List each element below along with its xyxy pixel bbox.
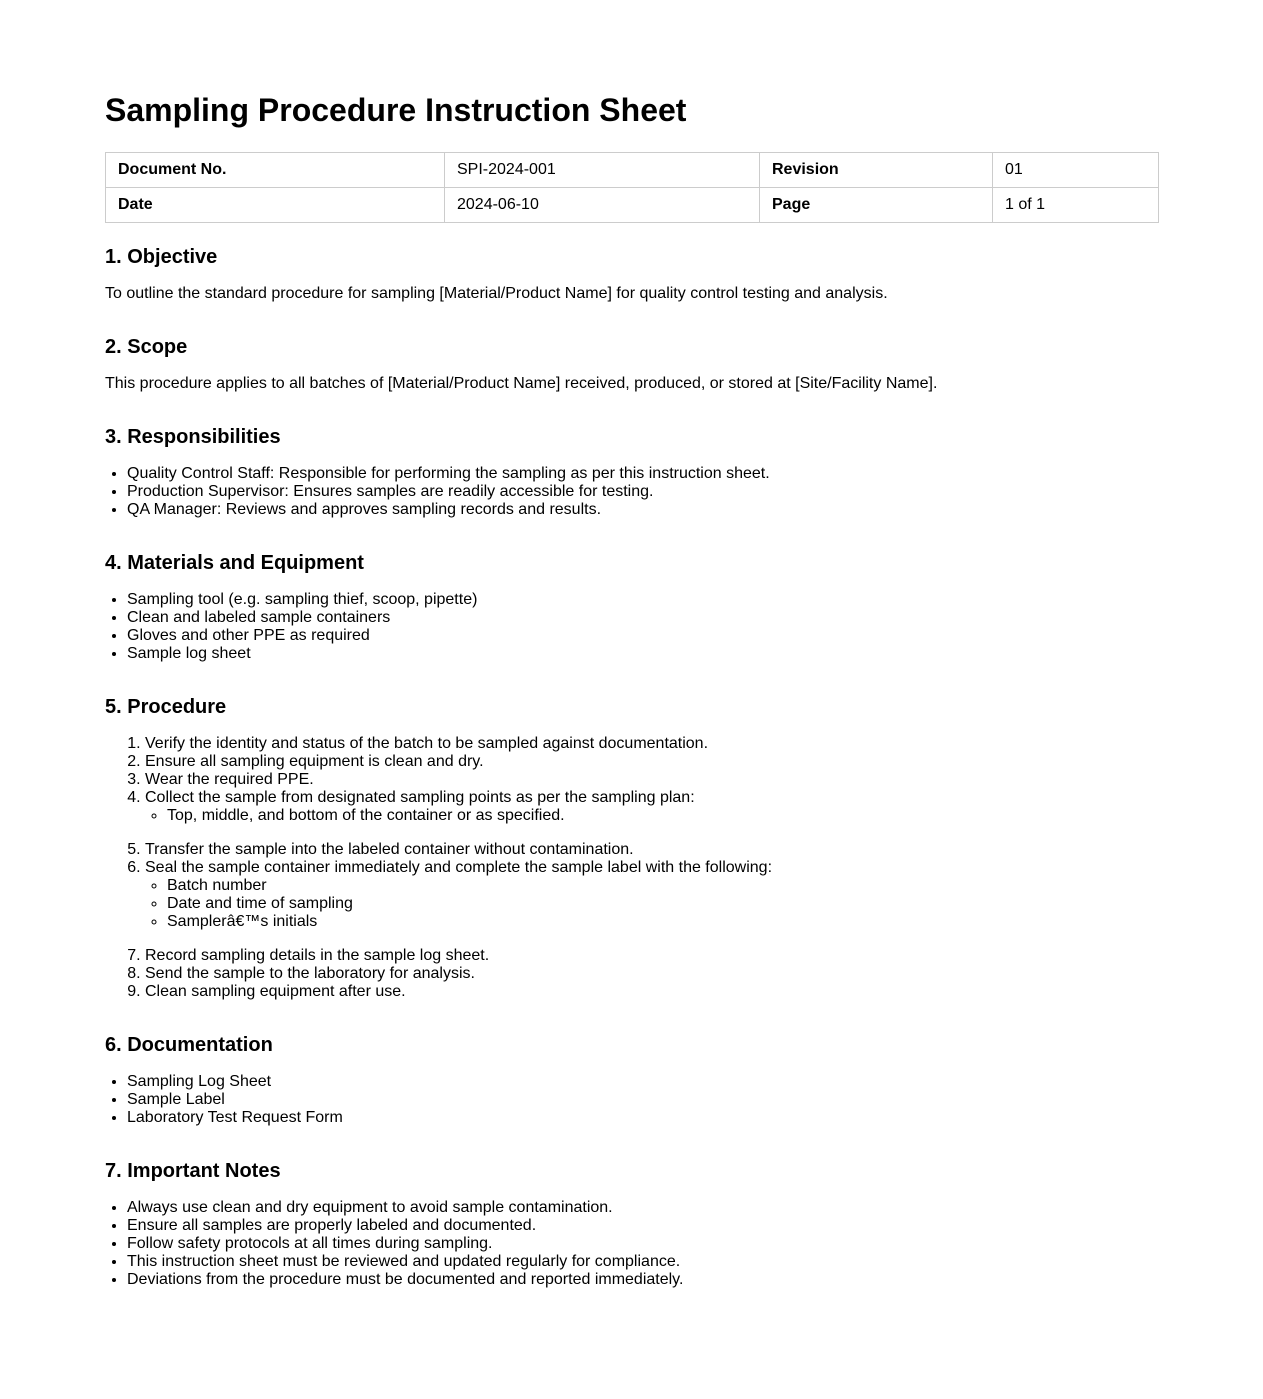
procedure-step — [145, 841, 1158, 859]
step-text: Transfer the sample into the labeled container without contamination. — [145, 841, 634, 858]
documentation-heading: 6. Documentation — [105, 1034, 273, 1056]
list-item: • Clean and labeled sample containers — [127, 609, 1158, 627]
list-item: • Sample Label — [127, 1091, 1158, 1109]
table-row — [106, 153, 1159, 188]
page-value: 1 of 1 — [993, 188, 1159, 223]
doc-no-label: Document No. — [106, 153, 445, 188]
list-item: ◦ Batch number — [167, 877, 1158, 895]
procedure-section — [105, 695, 1158, 1001]
date-value: 2024-06-10 — [445, 188, 760, 223]
objective-heading: 1. Objective — [105, 246, 218, 268]
table-row — [106, 188, 1159, 223]
doc-no-value: SPI-2024-001 — [445, 153, 760, 188]
date-label: Date — [106, 188, 445, 223]
list-item: ◦ Samplerâ€™s initials — [167, 913, 1158, 931]
materials-section — [105, 551, 1158, 663]
responsibilities-section — [105, 425, 1158, 519]
list-item: • Sample log sheet — [127, 645, 1158, 663]
responsibilities-heading: 3. Responsibilities — [105, 426, 281, 448]
list-item: • Always use clean and dry equipment to avoid sample contamination. — [127, 1199, 1158, 1217]
list-item: ◦ Date and time of sampling — [167, 895, 1158, 913]
revision-label: Revision — [760, 153, 993, 188]
documentation-list — [105, 1073, 1158, 1127]
notes-section — [105, 1159, 1158, 1289]
scope-text: This procedure applies to all batches of [Material/Product Name] received, produced, or stored at [Site/Facility Name]. — [105, 375, 938, 392]
procedure-step — [145, 789, 1158, 825]
document-info-table — [105, 152, 1159, 223]
list-item: • This instruction sheet must be reviewed and updated regularly for compliance. — [127, 1253, 1158, 1271]
step-text: Seal the sample container immediately and complete the sample label with the following: — [145, 859, 773, 876]
page-title: Sampling Procedure Instruction Sheet — [105, 92, 687, 128]
step-text: Send the sample to the laboratory for analysis. — [145, 965, 475, 982]
procedure-heading: 5. Procedure — [105, 696, 227, 718]
list-item: • Follow safety protocols at all times during sampling. — [127, 1235, 1158, 1253]
objective-text: To outline the standard procedure for sampling [Material/Product Name] for quality control testing and analysis. — [105, 285, 888, 302]
page-label: Page — [760, 188, 993, 223]
procedure-step — [145, 947, 1158, 965]
sampling-points-sublist — [145, 807, 1158, 825]
list-item: • Quality Control Staff: Responsible for performing the sampling as per this instruction sheet. — [127, 465, 1158, 483]
list-item: • Production Supervisor: Ensures samples are readily accessible for testing. — [127, 483, 1158, 501]
step-text: Wear the required PPE. — [145, 771, 314, 788]
procedure-step — [145, 735, 1158, 753]
procedure-step — [145, 771, 1158, 789]
list-item: • QA Manager: Reviews and approves sampling records and results. — [127, 501, 1158, 519]
step-text: Verify the identity and status of the batch to be sampled against documentation. — [145, 735, 709, 752]
step-text: Clean sampling equipment after use. — [145, 983, 406, 1000]
list-item: • Sampling Log Sheet — [127, 1073, 1158, 1091]
revision-value: 01 — [993, 153, 1159, 188]
documentation-section — [105, 1033, 1158, 1127]
step-text: Record sampling details in the sample log sheet. — [145, 947, 490, 964]
list-item: • Ensure all samples are properly labeled and documented. — [127, 1217, 1158, 1235]
scope-heading: 2. Scope — [105, 336, 188, 358]
procedure-step — [145, 965, 1158, 983]
list-item: • Laboratory Test Request Form — [127, 1109, 1158, 1127]
list-item: ◦ Top, middle, and bottom of the container or as specified. — [167, 807, 1158, 825]
list-item: • Gloves and other PPE as required — [127, 627, 1158, 645]
procedure-steps — [105, 735, 1158, 1001]
procedure-step — [145, 983, 1158, 1001]
scope-section — [105, 335, 1158, 393]
materials-list — [105, 591, 1158, 663]
step-text: Collect the sample from designated sampling points as per the sampling plan: — [145, 789, 695, 806]
procedure-step — [145, 753, 1158, 771]
step-text: Ensure all sampling equipment is clean and dry. — [145, 753, 484, 770]
responsibilities-list — [105, 465, 1158, 519]
label-fields-sublist — [145, 877, 1158, 931]
list-item: • Deviations from the procedure must be documented and reported immediately. — [127, 1271, 1158, 1289]
objective-section — [105, 245, 1158, 303]
notes-list — [105, 1199, 1158, 1289]
materials-heading: 4. Materials and Equipment — [105, 552, 364, 574]
notes-heading: 7. Important Notes — [105, 1160, 281, 1182]
list-item: • Sampling tool (e.g. sampling thief, scoop, pipette) — [127, 591, 1158, 609]
procedure-step — [145, 859, 1158, 931]
